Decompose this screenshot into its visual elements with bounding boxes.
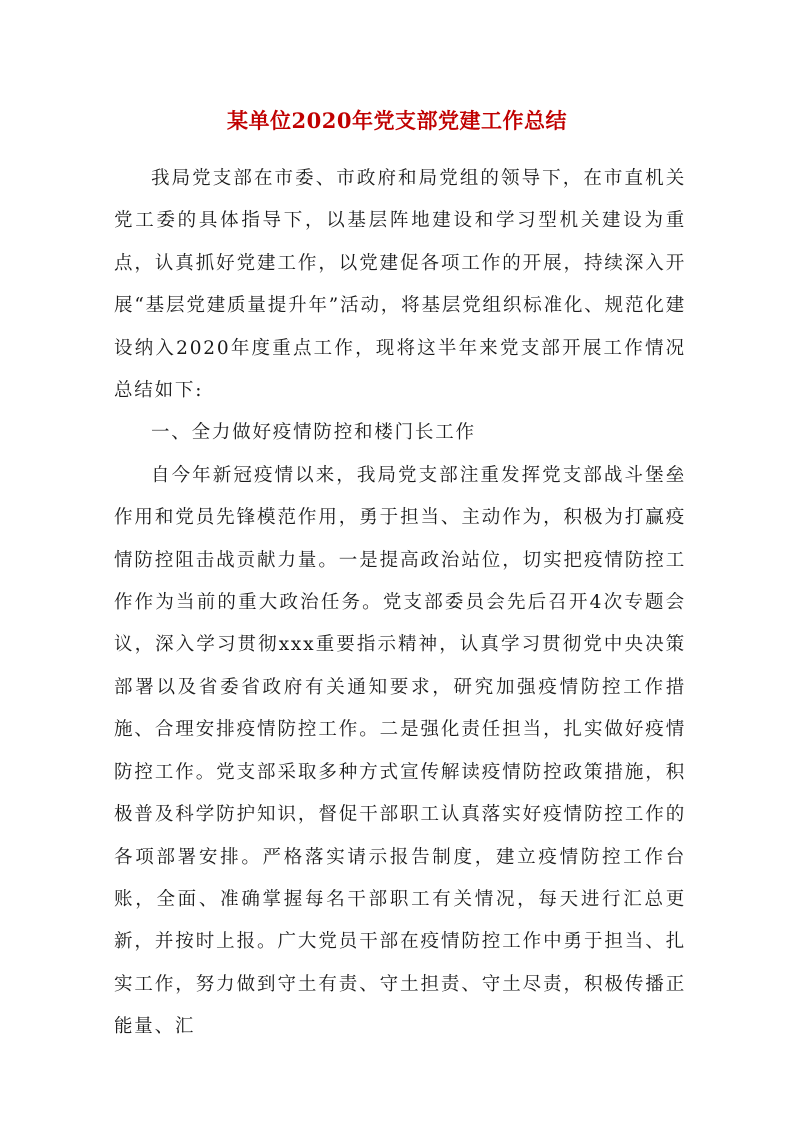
- intro-paragraph: 我局党支部在市委、市政府和局党组的领导下，在市直机关党工委的具体指导下，以基层阵地建设和学习型机关建设为重点，认真抓好党建工作，以党建促各项工作的开展，持续深入开展“基层党建质量提升年”活动，将基层党组织标准化、规范化建设纳入2020年度重点工作，现将这半年来党支部开展工作情况总结如下:: [114, 168, 686, 402]
- section-paragraph: 自今年新冠疫情以来，我局党支部注重发挥党支部战斗堡垒作用和党员先锋模范作用，勇于担当、主动作为，积极为打赢疫情防控阻击战贡献力量。一是提高政治站位，切实把疫情防控工作作为当前的重大政治任务。党支部委员会先后召开4次专题会议，深入学习贯彻xxx重要指示精神，认真学习贯彻党中央决策部署以及省委省政府有关通知要求，研究加强疫情防控工作措施、合理安排疫情防控工作。二是强化责任担当，扎实做好疫情防控工作。党支部采取多种方式宣传解读疫情防控政策措施，积极普及科学防护知识，督促干部职工认真落实好疫情防控工作的各项部署安排。严格落实请示报告制度，建立疫情防控工作台账，全面、准确掌握每名干部职工有关情况，每天进行汇总更新，并按时上报。广大党员干部在疫情防控工作中勇于担当、扎实工作，努力做到守土有责、守土担责、守土尽责，积极传播正能量、汇: [114, 464, 686, 1038]
- document-body: [114, 158, 686, 1049]
- section-heading: 一、全力做好疫情防控和楼门长工作: [151, 422, 476, 444]
- document-title: 某单位2020年党支部党建工作总结: [227, 108, 567, 133]
